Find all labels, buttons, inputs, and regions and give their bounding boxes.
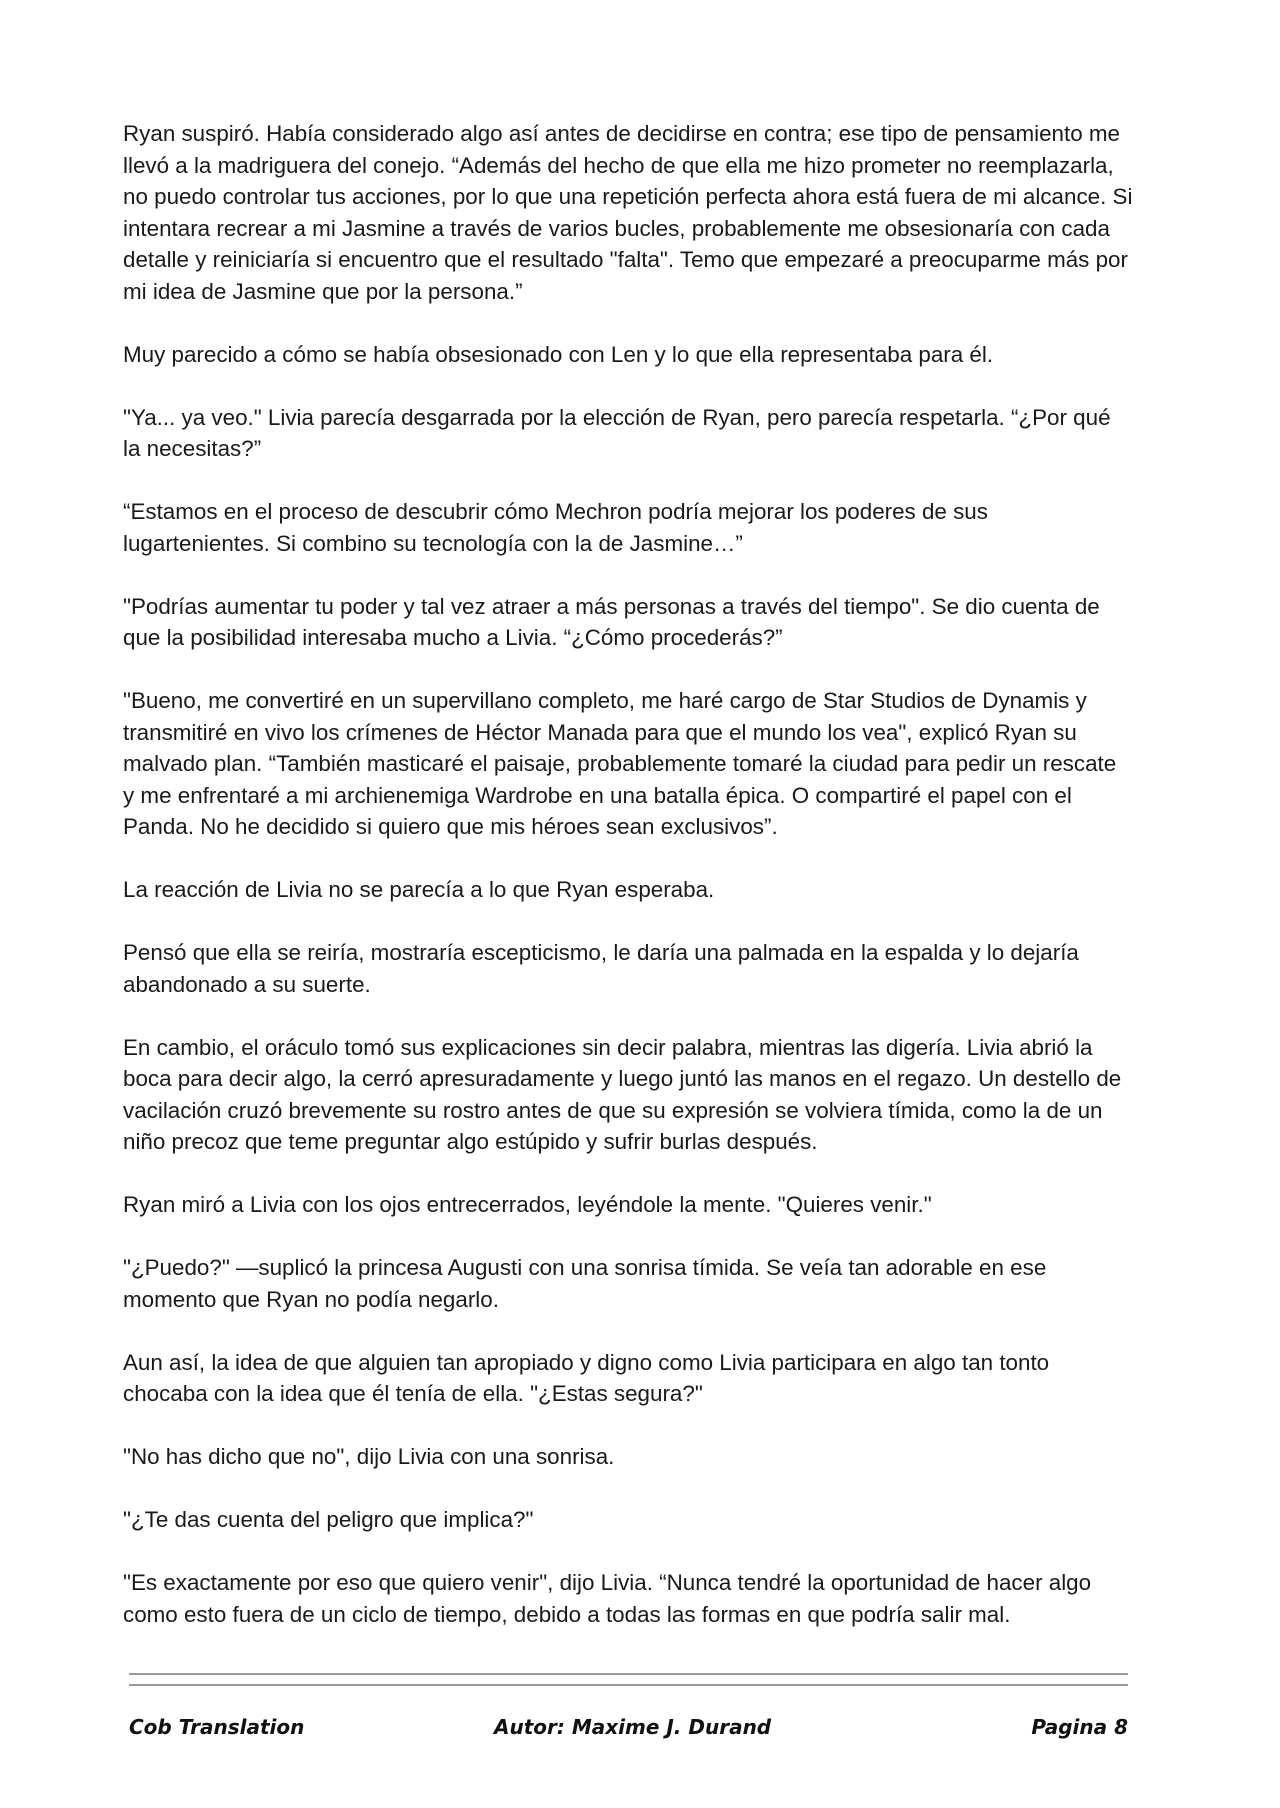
body-text	[123, 118, 1133, 1662]
paragraph-5: "Podrías aumentar tu poder y tal vez atraer a más personas a través del tiempo". Se dio cuenta de que la posibilidad interesaba mucho a Livia. “¿Cómo procederás?”	[123, 593, 1100, 650]
footer-divider-top	[129, 1673, 1128, 1675]
paragraph-11: "¿Puedo?" —suplicó la princesa Augusti con una sonrisa tímida. Se veía tan adorable en ese momento que Ryan no podía negarlo.	[123, 1255, 1047, 1312]
paragraph-8: Pensó que ella se reiría, mostraría escepticismo, le daría una palmada en la espalda y lo dejaría abandonado a su suerte.	[123, 940, 1079, 997]
paragraph-9: En cambio, el oráculo tomó sus explicaciones sin decir palabra, mientras las digería. Livia abrió la boca para decir algo, la cerró apresuradamente y luego juntó las manos en el regazo. Un destello de vacilación cruzó brevemente su rostro antes de que su expresión se volviera tímida, como la de un niño precoz que teme preguntar algo estúpido y sufrir burlas después.	[123, 1034, 1122, 1154]
paragraph-10: Ryan miró a Livia con los ojos entrecerrados, leyéndole la mente. "Quieres venir."	[123, 1192, 932, 1217]
paragraph-7: La reacción de Livia no se parecía a lo que Ryan esperaba.	[123, 877, 715, 902]
paragraph-6: "Bueno, me convertiré en un supervillano completo, me haré cargo de Star Studios de Dynamis y transmitiré en vivo los crímenes de Héctor Manada para que el mundo los vea", explicó Ryan su malvado plan. “También masticaré el paisaje, probablemente tomaré la ciudad para pedir un rescate y me enfrentaré a mi archienemiga Wardrobe en una batalla épica. O compartiré el papel con el Panda. No he decidido si quiero que mis héroes sean exclusivos”.	[123, 688, 1117, 839]
footer-page-number: Pagina 8	[1031, 1715, 1128, 1739]
paragraph-14: "¿Te das cuenta del peligro que implica?"	[123, 1507, 534, 1532]
paragraph-1: Ryan suspiró. Había considerado algo así antes de decidirse en contra; ese tipo de pensamiento me llevó a la madriguera del conejo. “Además del hecho de que ella me hizo prometer no reemplazarla, no puedo controlar tus acciones, por lo que una repetición perfecta ahora está fuera de mi alcance. Si intentara recrear a mi Jasmine a través de varios bucles, probablemente me obsesionaría con cada detalle y reiniciaría si encuentro que el resultado "falta". Temo que empezaré a preocuparme más por mi idea de Jasmine que por la persona.”	[123, 121, 1133, 304]
paragraph-13: "No has dicho que no", dijo Livia con una sonrisa.	[123, 1444, 615, 1469]
paragraph-4: “Estamos en el proceso de descubrir cómo Mechron podría mejorar los poderes de sus lugartenientes. Si combino su tecnología con la de Jasmine…”	[123, 499, 988, 556]
footer-translator: Cob Translation	[129, 1715, 305, 1739]
paragraph-2: Muy parecido a cómo se había obsesionado con Len y lo que ella representaba para él.	[123, 341, 994, 367]
footer-author: Autor: Maxime J. Durand	[494, 1715, 772, 1739]
paragraph-15: "Es exactamente por eso que quiero venir", dijo Livia. “Nunca tendré la oportunidad de hacer algo como esto fuera de un ciclo de tiempo, debido a todas las formas en que podría salir mal.	[123, 1570, 1092, 1627]
footer-divider-bottom	[129, 1684, 1128, 1686]
paragraph-3: "Ya... ya veo." Livia parecía desgarrada por la elección de Ryan, pero parecía respetarla. “¿Por qué la necesitas?”	[123, 404, 1111, 461]
paragraph-12: Aun así, la idea de que alguien tan apropiado y digno como Livia participara en algo tan tonto chocaba con la idea que él tenía de ella. "¿Estas segura?"	[123, 1349, 1050, 1406]
